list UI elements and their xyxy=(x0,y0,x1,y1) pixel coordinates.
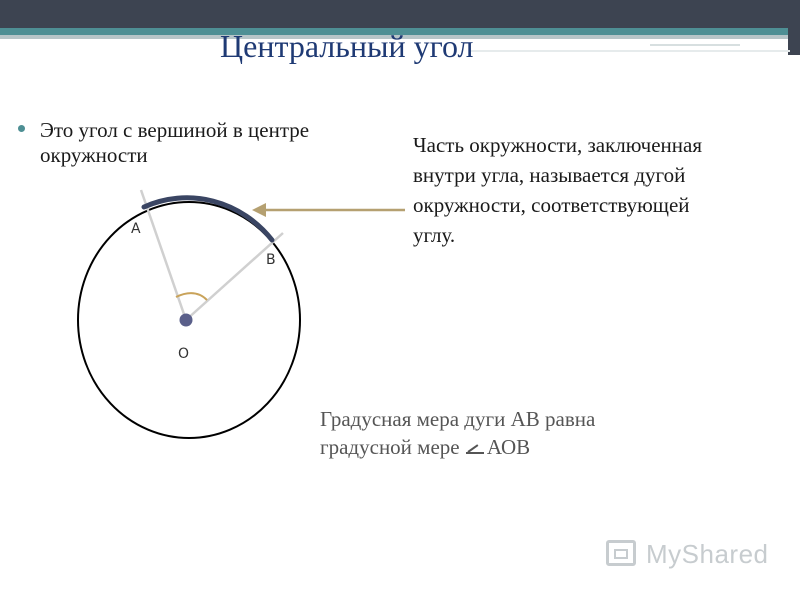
label-point-b: B xyxy=(266,252,276,268)
watermark-logo xyxy=(606,538,776,574)
angle-symbol-icon xyxy=(465,438,485,456)
definition-bullet: Это угол с вершиной в центре окружности xyxy=(40,118,310,167)
pointer-arrow-head xyxy=(252,203,266,217)
degree-measure-line1: Градусная мера дуги АВ равна xyxy=(320,407,596,431)
label-center-o: O xyxy=(178,346,190,362)
degree-measure-line2 xyxy=(320,433,740,461)
watermark-text: MyShared xyxy=(646,539,769,569)
radius-oa xyxy=(141,190,186,320)
angle-mark xyxy=(176,293,207,300)
label-point-a: A xyxy=(131,221,141,237)
presentation-board-icon xyxy=(606,540,636,566)
center-point-o xyxy=(180,314,193,327)
slide-title: Центральный угол xyxy=(220,28,474,64)
degree-measure-statement xyxy=(320,405,740,461)
degree-measure-prefix: градусной мере xyxy=(320,435,460,459)
radius-ob xyxy=(186,233,283,320)
angle-name: АОВ xyxy=(486,435,531,459)
arc-description: Часть окружности, заключенная внутри угла, называется дугой окружности, соответствующей углу. xyxy=(413,133,702,247)
